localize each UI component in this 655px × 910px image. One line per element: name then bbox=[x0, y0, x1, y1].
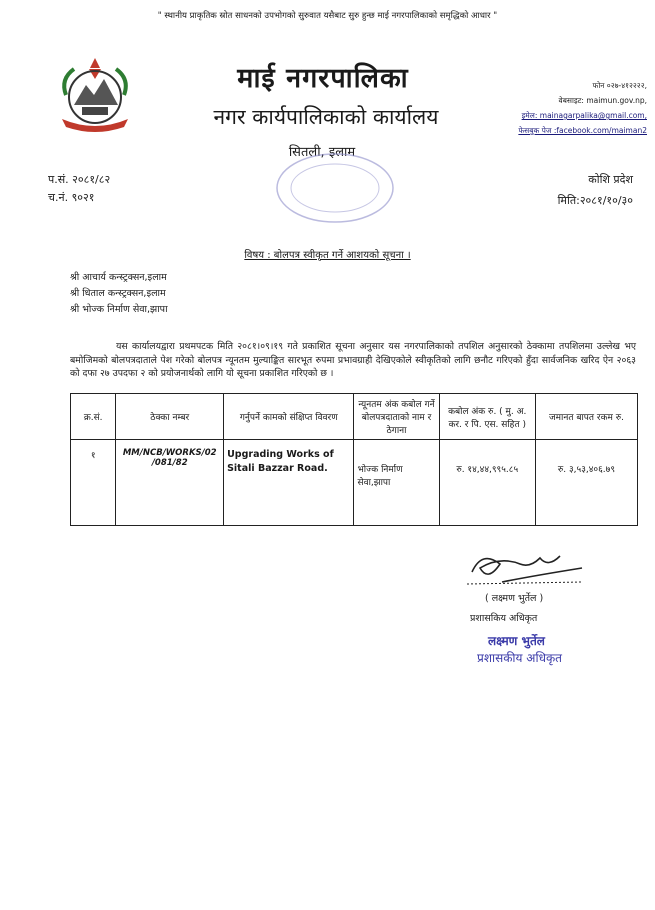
signatory-title: प्रशासकिय अधिकृत bbox=[470, 613, 538, 624]
reference-number: प.सं. २०८१/८२ bbox=[48, 173, 111, 186]
header-contract-no: ठेक्का नम्बर bbox=[116, 394, 224, 440]
table-header-row bbox=[71, 394, 638, 440]
stamp-name: लक्ष्मण भुर्तेल bbox=[488, 634, 545, 648]
recipient-item: श्री आचार्य कन्स्ट्रक्सन,इलाम bbox=[70, 272, 167, 283]
contact-website: वेबसाइट: maimun.gov.np, bbox=[558, 96, 647, 105]
contact-email[interactable]: इमेल: mainagarpalika@gmail.com, bbox=[521, 111, 647, 120]
header-bidder: न्यूनतम अंक कबोल गर्ने बोलपत्रदाताको नाम र ठेगाना bbox=[354, 394, 439, 440]
header-security: जमानत बापत रकम रु. bbox=[535, 394, 637, 440]
header-sn: क्र.सं. bbox=[71, 394, 116, 440]
header-description: गर्नुपर्ने कामको संक्षिप्त विवरण bbox=[224, 394, 354, 440]
recipient-item: श्री भोज्क निर्माण सेवा,झापा bbox=[70, 304, 168, 315]
subject-line: विषय : बोलपत्र स्वीकृत गर्ने आशयको सूचना । bbox=[244, 250, 411, 261]
province: कोशि प्रदेश bbox=[588, 173, 633, 186]
header-bid-amount: कबोल अंक रु. ( मु. अ. कर. र पि. एस. सहित ) bbox=[439, 394, 535, 440]
contact-block bbox=[457, 78, 647, 138]
letter-date: मिति:२०८१/१०/३० bbox=[557, 194, 633, 207]
cell-sn: १ bbox=[71, 440, 116, 526]
dispatch-number: च.नं. ९०२१ bbox=[48, 191, 95, 204]
signatory-name: ( लक्ष्मण भुर्तेल ) bbox=[485, 593, 544, 604]
signature-scrawl-icon bbox=[462, 542, 592, 592]
municipality-name: माई नगरपालिका bbox=[237, 63, 409, 94]
notice-body: यस कार्यालयद्वारा प्रथमपटक मिति २०८१।०९।१९ गते प्रकाशित सूचना अनुसार यस नगरपालिकाको तपशिल अनुसारको ठेक्कामा तपशिलमा उल्लेख भए बमोजिमको बोलपत्रदाताले पेश गरेको बोलपत्र न्यूनतम मुल्याङ्कित सारभूत रुपमा प्रभावग्राही देखिएकोले स्वीकृतिको लागि छनौट गरिएको हुँदा सार्वजनिक खरिद ऐन २०६३ को दफा २७ उपदफा २ को प्रयोजनार्थको लागि यो सूचना प्रकाशित गरिएको छ । bbox=[70, 341, 636, 379]
recipient-item: श्री धिताल कन्स्ट्रक्सन,इलाम bbox=[70, 288, 166, 299]
cell-bidder: भोज्क निर्माण सेवा,झापा bbox=[354, 440, 439, 526]
table-row bbox=[71, 440, 638, 526]
cell-contract-no: MM/NCB/WORKS/02 /081/82 bbox=[116, 440, 224, 526]
office-seal-icon bbox=[270, 148, 400, 228]
cell-description: Upgrading Works of Sitali Bazzar Road. bbox=[224, 440, 354, 526]
office-location: सितली, इलाम bbox=[288, 145, 356, 160]
stamp-title: प्रशासकीय अधिकृत bbox=[477, 651, 563, 665]
cell-bid-amount: रु. १४,४४,९९५.८५ bbox=[439, 440, 535, 526]
nepal-emblem-icon bbox=[52, 55, 138, 135]
office-name: नगर कार्यपालिकाको कार्यालय bbox=[213, 105, 439, 129]
recipients-list bbox=[70, 270, 168, 318]
tagline: " स्थानीय प्राकृतिक स्रोत साधनको उपभोगको सुरुवात यसैबाट सुरु हुन्छ माई नगरपालिकाको समृद्धिको आधार " bbox=[157, 11, 498, 21]
cell-security: रु. ३,५३,४०६.७९ bbox=[535, 440, 637, 526]
tender-table bbox=[70, 393, 638, 526]
contact-facebook[interactable]: फेसबुक पेज :facebook.com/maiman2 bbox=[518, 126, 647, 135]
contact-phone: फोन ०२७-४१२२२२, bbox=[592, 81, 647, 90]
